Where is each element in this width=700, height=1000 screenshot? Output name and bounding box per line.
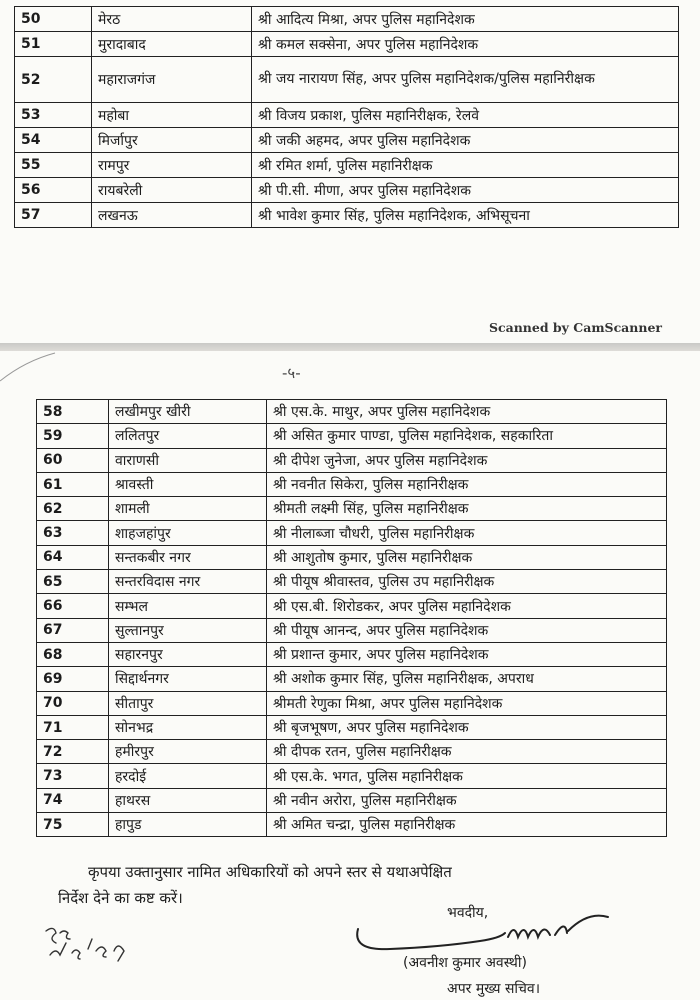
serial-number-cell: 73 — [37, 764, 109, 788]
serial-number-cell: 56 — [15, 178, 92, 203]
scan-page-bottom — [0, 351, 700, 1000]
district-cell: वाराणसी — [109, 448, 267, 472]
table-row — [15, 128, 679, 153]
serial-number-cell: 66 — [37, 594, 109, 618]
officer-table-top — [14, 6, 679, 228]
table-row — [15, 57, 679, 103]
table-row — [37, 448, 667, 472]
officer-cell: श्री अशोक कुमार सिंह, पुलिस महानिरीक्षक, अपराध — [267, 667, 667, 691]
officer-cell: श्री भावेश कुमार सिंह, पुलिस महानिदेशक, अभिसूचना — [252, 203, 679, 228]
officer-table-bottom — [36, 399, 667, 837]
serial-number-cell: 71 — [37, 715, 109, 739]
district-cell: रायबरेली — [92, 178, 252, 203]
officer-cell: श्री रमित शर्मा, पुलिस महानिरीक्षक — [252, 153, 679, 178]
officer-cell: श्री पीयूष श्रीवास्तव, पुलिस उप महानिरीक्षक — [267, 570, 667, 594]
officer-cell: श्री पीयूष आनन्द, अपर पुलिस महानिदेशक — [267, 618, 667, 642]
table-row — [37, 424, 667, 448]
officer-cell: श्री एस.के. भगत, पुलिस महानिरीक्षक — [267, 764, 667, 788]
serial-number-cell: 69 — [37, 667, 109, 691]
table-row — [37, 400, 667, 424]
handwritten-initials — [40, 921, 150, 971]
district-cell: शामली — [109, 497, 267, 521]
officer-cell: श्री जय नारायण सिंह, अपर पुलिस महानिदेशक/पुलिस महानिरीक्षक — [252, 57, 679, 103]
closing-line-2: निर्देश देने का कष्ट करें। — [58, 889, 183, 907]
serial-number-cell: 53 — [15, 103, 92, 128]
page-number: -५- — [282, 364, 301, 382]
district-cell: सन्तकबीर नगर — [109, 545, 267, 569]
serial-number-cell: 60 — [37, 448, 109, 472]
serial-number-cell: 64 — [37, 545, 109, 569]
table-row — [37, 497, 667, 521]
table-row — [15, 103, 679, 128]
officer-cell: श्री पी.सी. मीणा, अपर पुलिस महानिदेशक — [252, 178, 679, 203]
district-cell: हरदोई — [109, 764, 267, 788]
closing-paragraph — [58, 859, 658, 911]
serial-number-cell: 62 — [37, 497, 109, 521]
district-cell: सहारनपुर — [109, 642, 267, 666]
table-row — [37, 691, 667, 715]
table-row — [37, 788, 667, 812]
officer-cell: श्रीमती रेणुका मिश्रा, अपर पुलिस महानिदेशक — [267, 691, 667, 715]
table-row — [37, 618, 667, 642]
table-row — [15, 203, 679, 228]
serial-number-cell: 63 — [37, 521, 109, 545]
officer-cell: श्री प्रशान्त कुमार, अपर पुलिस महानिदेशक — [267, 642, 667, 666]
table-row — [37, 715, 667, 739]
officer-cell: श्री बृजभूषण, अपर पुलिस महानिदेशक — [267, 715, 667, 739]
district-cell: सन्तरविदास नगर — [109, 570, 267, 594]
serial-number-cell: 72 — [37, 740, 109, 764]
table-row — [37, 740, 667, 764]
table-row — [37, 764, 667, 788]
district-cell: मेरठ — [92, 7, 252, 32]
scanner-watermark: Scanned by CamScanner — [488, 320, 662, 335]
serial-number-cell: 70 — [37, 691, 109, 715]
officer-cell: श्री एस.बी. शिरोडकर, अपर पुलिस महानिदेशक — [267, 594, 667, 618]
district-cell: रामपुर — [92, 153, 252, 178]
table-row — [15, 153, 679, 178]
table-row — [15, 32, 679, 57]
officer-cell: श्री अमित चन्द्रा, पुलिस महानिरीक्षक — [267, 813, 667, 837]
officer-table-top-body — [15, 7, 679, 228]
officer-cell: श्री आदित्य मिश्रा, अपर पुलिस महानिदेशक — [252, 7, 679, 32]
serial-number-cell: 61 — [37, 472, 109, 496]
officer-cell: श्री कमल सक्सेना, अपर पुलिस महानिदेशक — [252, 32, 679, 57]
officer-table-bottom-body — [37, 400, 667, 837]
signatory-designation: अपर मुख्य सचिव। — [447, 981, 541, 997]
officer-cell: श्री दीपेश जुनेजा, अपर पुलिस महानिदेशक — [267, 448, 667, 472]
serial-number-cell: 58 — [37, 400, 109, 424]
district-cell: श्रावस्ती — [109, 472, 267, 496]
district-cell: महाराजगंज — [92, 57, 252, 103]
serial-number-cell: 54 — [15, 128, 92, 153]
district-cell: सोनभद्र — [109, 715, 267, 739]
table-row — [37, 521, 667, 545]
serial-number-cell: 75 — [37, 813, 109, 837]
serial-number-cell: 67 — [37, 618, 109, 642]
district-cell: महोबा — [92, 103, 252, 128]
handwritten-signature — [350, 911, 620, 961]
officer-cell: श्री विजय प्रकाश, पुलिस महानिरीक्षक, रेलवे — [252, 103, 679, 128]
officer-cell: श्री नवनीत सिकेरा, पुलिस महानिरीक्षक — [267, 472, 667, 496]
district-cell: सिद्दार्थनगर — [109, 667, 267, 691]
serial-number-cell: 50 — [15, 7, 92, 32]
table-row — [37, 545, 667, 569]
salutation: भवदीय, — [447, 905, 489, 921]
officer-cell: श्री आशुतोष कुमार, पुलिस महानिरीक्षक — [267, 545, 667, 569]
district-cell: शाहजहांपुर — [109, 521, 267, 545]
serial-number-cell: 65 — [37, 570, 109, 594]
serial-number-cell: 55 — [15, 153, 92, 178]
officer-cell: श्री नवीन अरोरा, पुलिस महानिरीक्षक — [267, 788, 667, 812]
district-cell: ललितपुर — [109, 424, 267, 448]
page-fold-mark — [0, 351, 60, 391]
officer-cell: श्री नीलाब्जा चौधरी, पुलिस महानिरीक्षक — [267, 521, 667, 545]
officer-cell: श्री दीपक रतन, पुलिस महानिरीक्षक — [267, 740, 667, 764]
district-cell: सम्भल — [109, 594, 267, 618]
officer-cell: श्री एस.के. माथुर, अपर पुलिस महानिदेशक — [267, 400, 667, 424]
district-cell: सुल्तानपुर — [109, 618, 267, 642]
serial-number-cell: 74 — [37, 788, 109, 812]
serial-number-cell: 51 — [15, 32, 92, 57]
district-cell: हाथरस — [109, 788, 267, 812]
serial-number-cell: 68 — [37, 642, 109, 666]
table-row — [15, 7, 679, 32]
closing-line-1: कृपया उक्तानुसार नामित अधिकारियों को अपने स्तर से यथाअपेक्षित — [88, 863, 452, 881]
signatory-name: (अवनीश कुमार अवस्थी) — [403, 955, 527, 971]
officer-cell: श्री जकी अहमद, अपर पुलिस महानिदेशक — [252, 128, 679, 153]
table-row — [37, 570, 667, 594]
district-cell: लखीमपुर खीरी — [109, 400, 267, 424]
table-row — [15, 178, 679, 203]
serial-number-cell: 57 — [15, 203, 92, 228]
scan-page-top — [0, 0, 700, 343]
table-row — [37, 667, 667, 691]
district-cell: हापुड — [109, 813, 267, 837]
district-cell: सीतापुर — [109, 691, 267, 715]
district-cell: लखनऊ — [92, 203, 252, 228]
table-row — [37, 472, 667, 496]
table-row — [37, 642, 667, 666]
officer-cell: श्री असित कुमार पाण्डा, पुलिस महानिदेशक, सहकारिता — [267, 424, 667, 448]
serial-number-cell: 52 — [15, 57, 92, 103]
district-cell: हमीरपुर — [109, 740, 267, 764]
serial-number-cell: 59 — [37, 424, 109, 448]
officer-cell: श्रीमती लक्ष्मी सिंह, पुलिस महानिरीक्षक — [267, 497, 667, 521]
district-cell: मुरादाबाद — [92, 32, 252, 57]
page-divider — [0, 343, 700, 351]
table-row — [37, 594, 667, 618]
district-cell: मिर्जापुर — [92, 128, 252, 153]
table-row — [37, 813, 667, 837]
